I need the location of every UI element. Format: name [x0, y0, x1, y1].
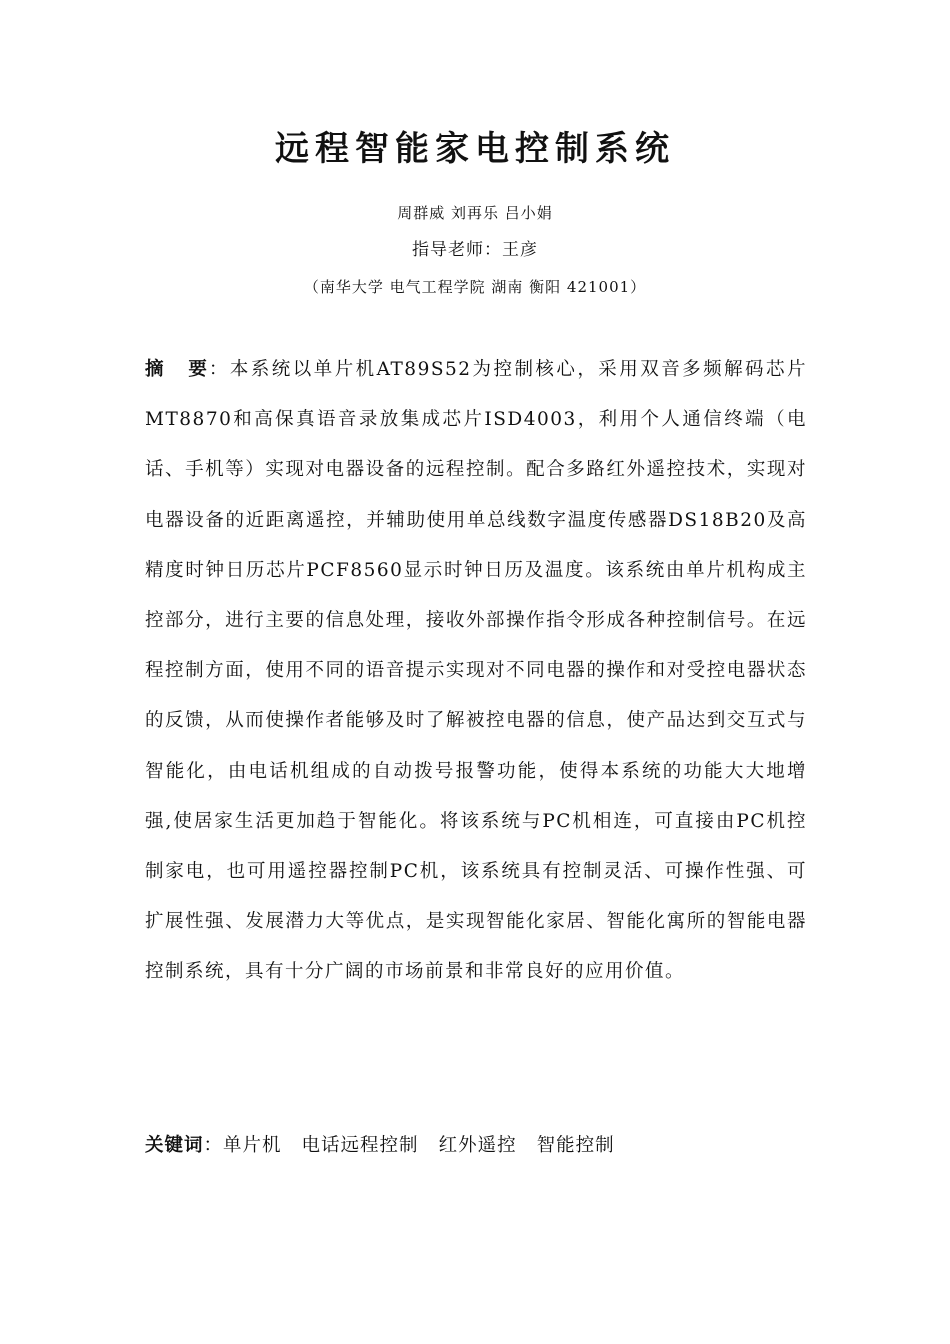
paper-title: 远程智能家电控制系统 — [275, 129, 675, 169]
keyword-item: 红外遥控 — [438, 1135, 517, 1156]
abstract-label-char-1: 摘 — [145, 359, 166, 380]
keyword-item: 电话远程控制 — [301, 1135, 419, 1156]
keywords-separator: ： — [203, 1135, 224, 1156]
abstract-separator: ： — [208, 359, 230, 380]
keywords-section — [145, 1126, 807, 1166]
keyword-item: 智能控制 — [536, 1135, 615, 1156]
abstract-label-char-2: 要 — [187, 359, 209, 380]
keywords-label: 关键词 — [145, 1135, 204, 1156]
author-list: 周群威 刘再乐 吕小娟 — [397, 204, 553, 222]
keyword-item: 单片机 — [223, 1135, 282, 1156]
advisor-line: 指导老师：王彦 — [412, 240, 538, 260]
abstract-label — [145, 359, 209, 380]
affiliation-line: （南华大学 电气工程学院 湖南 衡阳 421001） — [303, 278, 647, 296]
abstract-section — [145, 345, 807, 998]
abstract-body: 本系统以单片机AT89S52为控制核心，采用双音多频解码芯片MT8870和高保真语音录放集成芯片ISD4003，利用个人通信终端（电话、手机等）实现对电器设备的远程控制。配合多路红外遥控技术，实现对电器设备的近距离遥控，并辅助使用单总线数字温度传感器DS18B20及高精度时钟日历芯片PCF8560显示时钟日历及温度。该系统由单片机构成主控部分，进行主要的信息处理，接收外部操作指令形成各种控制信号。在远程控制方面，使用不同的语音提示实现对不同电器的操作和对受控电器状态的反馈，从而使操作者能够及时了解被控电器的信息，使产品达到交互式与智能化，由电话机组成的自动拨号报警功能，使得本系统的功能大大地增强,使居家生活更加趋于智能化。将该系统与PC机相连，可直接由PC机控制家电，也可用遥控器控制PC机，该系统具有控制灵活、可操作性强、可扩展性强、发展潜力大等优点，是实现智能化家居、智能化寓所的智能电器控制系统，具有十分广阔的市场前景和非常良好的应用价值。 — [145, 359, 807, 983]
